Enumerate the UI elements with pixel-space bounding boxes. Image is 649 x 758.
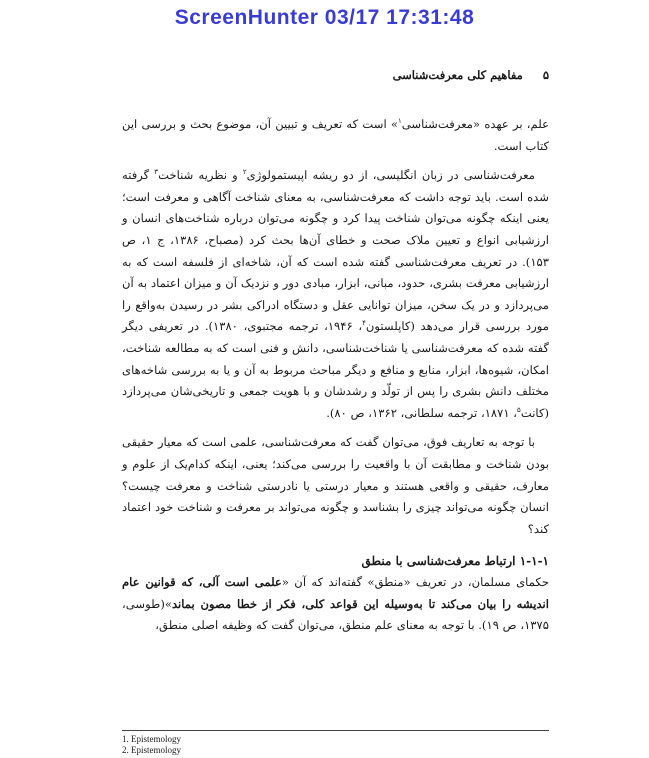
footnote-2: 2. Epistemology [122, 745, 181, 755]
section-heading: ۱-۱-۱ ارتباط معرفت‌شناسی با منطق [361, 554, 549, 569]
section-paragraph [122, 572, 549, 637]
section-text-a: حکمای مسلمان، در تعریف «منطق» گفته‌اند که آن « [281, 575, 549, 590]
footnote-ref-2: ۲ [242, 168, 247, 177]
paragraph-2-text-b: و نظریه شناخت [158, 168, 243, 183]
footnote-ref-4: ۴ [362, 319, 366, 328]
paragraph-2-text-a: معرفت‌شناسی در زبان انگلیسی، از دو ریشه اپیستمولوژی [246, 168, 535, 183]
footnote-ref-3: ۳ [154, 168, 159, 177]
paragraph-1-text-b: » است که تعریف و تبیین آن، موضوع بحث و بررسی این کتاب است. [122, 117, 549, 153]
paragraph-3: با توجه به تعاریف فوق، می‌توان گفت که معرفت‌شناسی، علمی است که معیار حقیقی بودن شناخت و مطابقت آن با واقعیت را بررسی می‌کند؛ یعنی، اینکه کدام‌یک از علوم و معارف، حقیقی و واقعی هستند و معیار درستی یا نادرستی شناخت و معرفت چیست؟ انسان چگونه می‌تواند چیزی را بشناسد و چگونه می‌تواند بر معرفت و شناخت خود اعتماد کند؟ [122, 435, 549, 536]
footnote-ref-5: ۵ [517, 405, 521, 414]
chapter-title: مفاهیم کلی معرفت‌شناسی [392, 68, 523, 82]
footnotes [122, 730, 549, 756]
paragraph-2-text-d: ، ۱۹۴۶، ترجمه مجتبوی، ۱۳۸۰). در تعریفی دیگر گفته شده که معرفت‌شناسی یا شناخت‌شناسی، دانش و فنی است که به مطالعه شناخت، امکان، شیوه‌ها، ابزار، منابع و منافع و دیگر مباحث مربوط به آن و یا به بررسی شاخه‌های مختلف دانش بشری را پس از تولّد و رشدشان و با هویت جمعی و تاریخی‌شان می‌پردازد (کانت [122, 319, 549, 420]
section-text-b: »(طوسی، ۱۳۷۵، ص ۱۹). با توجه به معنای علم منطق، می‌توان گفت که وظیفه اصلی منطق، [122, 596, 549, 633]
running-head [124, 68, 549, 82]
logic-definition-bold: علمی است آلی، که قوانین عام اندیشه را بیان می‌کند تا به‌وسیله این قواعد کلی، فکر از خطا مصون بماند [122, 575, 549, 611]
page-number: ۵ [542, 68, 549, 82]
footnote-ref-1: ۱ [398, 117, 402, 126]
screenhunter-watermark: ScreenHunter 03/17 17:31:48 [174, 6, 475, 29]
paragraph-2-text-e: ، ۱۸۷۱، ترجمه سلطانی، ۱۳۶۲، ص ۸۰). [326, 405, 518, 420]
paragraph-2 [122, 165, 549, 424]
page-body [122, 114, 549, 637]
footnote-1: 1. Epistemology [122, 734, 181, 744]
paragraph-1 [122, 114, 549, 157]
paragraph-1-text-a: علم، بر عهده «معرفت‌شناسی [401, 117, 549, 131]
paragraph-2-text-c: گرفته شده است. باید توجه داشت که معرفت‌شناسی، به معنای شناخت آگاهی و معرفت است؛ یعنی اینکه چگونه می‌توان شناخت پیدا کرد و چگونه می‌توان درباره شناخت‌های انسان و ارزشیابی انواع و تعیین ملاک صحت و خطای آن‌ها بحث کرد (مصباح، ۱۳۸۶، ج ۱، ص ۱۵۳). در تعریف معرفت‌شناسی گفته شده است که آن، شاخه‌ای از فلسفه است که به ارزشیابی معرفت بشری، حدود، مبانی، ابزار، مبادی دور و نزدیک آن و میزان اعتماد به آن می‌پردازد و در یک سخن، میزان توانایی عقل و دستگاه ادراکی بشر در رسیدن به‌واقع را مورد بررسی قرار می‌دهد (کاپلستون [122, 168, 549, 334]
